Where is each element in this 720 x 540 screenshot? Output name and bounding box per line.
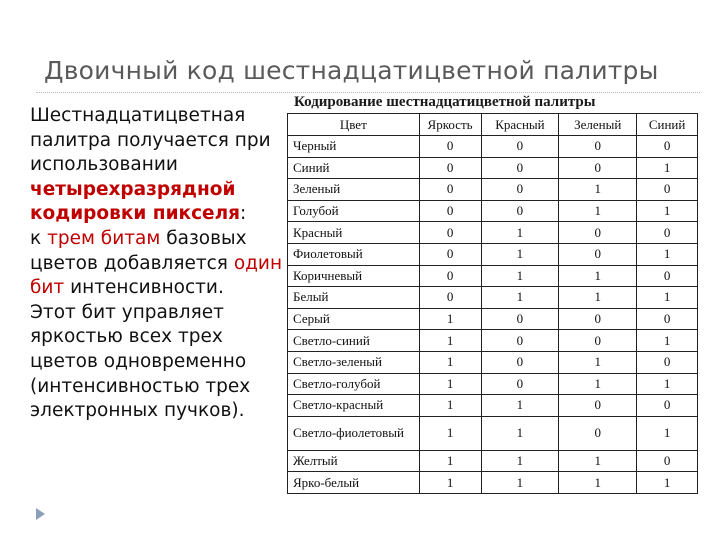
- bit-cell: 1: [419, 373, 481, 395]
- triangle-bullet-icon: [36, 508, 45, 520]
- bit-cell: 1: [559, 287, 637, 309]
- bit-cell: 0: [481, 136, 559, 158]
- bit-cell: 0: [419, 157, 481, 179]
- bit-cell: 0: [559, 416, 637, 450]
- bit-cell: 0: [559, 395, 637, 417]
- bit-cell: 0: [637, 450, 698, 472]
- bit-cell: 1: [637, 243, 698, 265]
- highlight-text: четырехразрядной: [30, 178, 236, 200]
- body-line: [30, 227, 292, 252]
- table-row: [288, 450, 698, 472]
- bit-cell: 0: [559, 308, 637, 330]
- table-row: [288, 200, 698, 222]
- color-name-cell: Серый: [288, 308, 420, 330]
- table-row: [288, 136, 698, 158]
- bit-cell: 1: [559, 373, 637, 395]
- bit-cell: 1: [481, 265, 559, 287]
- body-line: использовании: [30, 154, 178, 176]
- table-row: [288, 395, 698, 417]
- table-row: [288, 243, 698, 265]
- color-name-cell: Светло-красный: [288, 395, 420, 417]
- bit-cell: 1: [419, 330, 481, 352]
- color-name-cell: Черный: [288, 136, 420, 158]
- body-line: Шестнадцатицветная: [30, 105, 246, 126]
- bit-cell: 1: [637, 373, 698, 395]
- bit-cell: 1: [637, 472, 698, 494]
- highlight-text: трем битам: [47, 227, 161, 249]
- bit-cell: 0: [481, 157, 559, 179]
- bit-cell: 1: [559, 472, 637, 494]
- punctuation: :: [240, 203, 247, 225]
- bit-cell: 1: [481, 287, 559, 309]
- color-name-cell: Светло-синий: [288, 330, 420, 352]
- bit-cell: 1: [559, 450, 637, 472]
- body-line: яркостью всех трех: [30, 326, 223, 348]
- table-row: [288, 287, 698, 309]
- bit-cell: 0: [481, 351, 559, 373]
- bit-cell: 0: [637, 308, 698, 330]
- bit-cell: 1: [637, 287, 698, 309]
- column-header: Яркость: [419, 114, 481, 136]
- column-header: Цвет: [288, 114, 420, 136]
- palette-table: [287, 113, 698, 494]
- bit-cell: 0: [559, 157, 637, 179]
- bit-cell: 0: [481, 179, 559, 201]
- bit-cell: 1: [481, 450, 559, 472]
- bit-cell: 0: [637, 179, 698, 201]
- table-caption: Кодирование шестнадцатицветной палитры: [294, 94, 596, 110]
- color-name-cell: Ярко-белый: [288, 472, 420, 494]
- text-span: интенсивности.: [64, 277, 224, 299]
- bit-cell: 1: [481, 222, 559, 244]
- table-row: [288, 330, 698, 352]
- bit-cell: 1: [559, 265, 637, 287]
- body-text: [30, 104, 292, 424]
- bit-cell: 0: [481, 373, 559, 395]
- column-header: Красный: [481, 114, 559, 136]
- bit-cell: 0: [481, 330, 559, 352]
- column-header: Синий: [637, 114, 698, 136]
- table-row: [288, 472, 698, 494]
- bit-cell: 1: [637, 157, 698, 179]
- color-name-cell: Светло-фиолетовый: [288, 416, 420, 450]
- text-span: цветов добавляется: [30, 252, 234, 274]
- bit-cell: 0: [559, 330, 637, 352]
- body-line: палитра получается при: [30, 129, 271, 151]
- table-row: [288, 222, 698, 244]
- bit-cell: 1: [481, 395, 559, 417]
- bit-cell: 1: [559, 200, 637, 222]
- bit-cell: 1: [419, 416, 481, 450]
- body-line: цветов одновременно: [30, 350, 247, 372]
- bit-cell: 1: [481, 472, 559, 494]
- body-line: (интенсивностью трех: [30, 375, 251, 397]
- bit-cell: 0: [637, 265, 698, 287]
- body-line: [30, 252, 292, 277]
- header-row: [288, 114, 698, 136]
- bit-cell: 0: [559, 222, 637, 244]
- table-row: [288, 351, 698, 373]
- body-line: [30, 178, 292, 203]
- body-line: электронных пучков).: [30, 400, 245, 422]
- slide-title: Двоичный код шестнадцатицветной палитры: [44, 56, 659, 85]
- bit-cell: 1: [637, 200, 698, 222]
- color-name-cell: Красный: [288, 222, 420, 244]
- highlight-text: бит: [30, 277, 65, 299]
- color-name-cell: Светло-голубой: [288, 373, 420, 395]
- bit-cell: 0: [559, 243, 637, 265]
- table-row: [288, 308, 698, 330]
- bit-cell: 1: [481, 243, 559, 265]
- color-name-cell: Синий: [288, 157, 420, 179]
- bit-cell: 0: [637, 136, 698, 158]
- bit-cell: 0: [481, 308, 559, 330]
- bit-cell: 1: [419, 450, 481, 472]
- bit-cell: 1: [419, 472, 481, 494]
- table-row: [288, 265, 698, 287]
- bit-cell: 0: [419, 287, 481, 309]
- bit-cell: 0: [637, 395, 698, 417]
- color-name-cell: Голубой: [288, 200, 420, 222]
- color-name-cell: Желтый: [288, 450, 420, 472]
- color-name-cell: Фиолетовый: [288, 243, 420, 265]
- table-row: [288, 157, 698, 179]
- bit-cell: 0: [419, 200, 481, 222]
- color-name-cell: Зеленый: [288, 179, 420, 201]
- bit-cell: 0: [419, 179, 481, 201]
- highlight-text: кодировки пикселя: [30, 203, 241, 225]
- color-name-cell: Белый: [288, 287, 420, 309]
- bit-cell: 0: [637, 222, 698, 244]
- bit-cell: 1: [419, 351, 481, 373]
- highlight-text: один: [233, 252, 283, 274]
- bit-cell: 1: [419, 395, 481, 417]
- color-name-cell: Коричневый: [288, 265, 420, 287]
- column-header: Зеленый: [559, 114, 637, 136]
- title-divider: [36, 92, 700, 93]
- bit-cell: 1: [559, 351, 637, 373]
- body-line: [30, 202, 292, 227]
- bit-cell: 0: [481, 200, 559, 222]
- palette-table-body: [288, 136, 698, 494]
- bit-cell: 1: [559, 179, 637, 201]
- bit-cell: 1: [637, 416, 698, 450]
- bit-cell: 0: [419, 243, 481, 265]
- table-row: [288, 373, 698, 395]
- body-line: [30, 276, 292, 301]
- bit-cell: 0: [419, 136, 481, 158]
- bit-cell: 0: [419, 265, 481, 287]
- bit-cell: 0: [559, 136, 637, 158]
- color-name-cell: Светло-зеленый: [288, 351, 420, 373]
- text-span: к: [30, 227, 48, 249]
- bit-cell: 0: [637, 351, 698, 373]
- table-row: [288, 179, 698, 201]
- table-row: [288, 416, 698, 450]
- bit-cell: 0: [419, 222, 481, 244]
- bit-cell: 1: [637, 330, 698, 352]
- bit-cell: 1: [419, 308, 481, 330]
- text-span: базовых: [160, 227, 247, 249]
- bit-cell: 1: [481, 416, 559, 450]
- body-line: Этот бит управляет: [30, 301, 224, 323]
